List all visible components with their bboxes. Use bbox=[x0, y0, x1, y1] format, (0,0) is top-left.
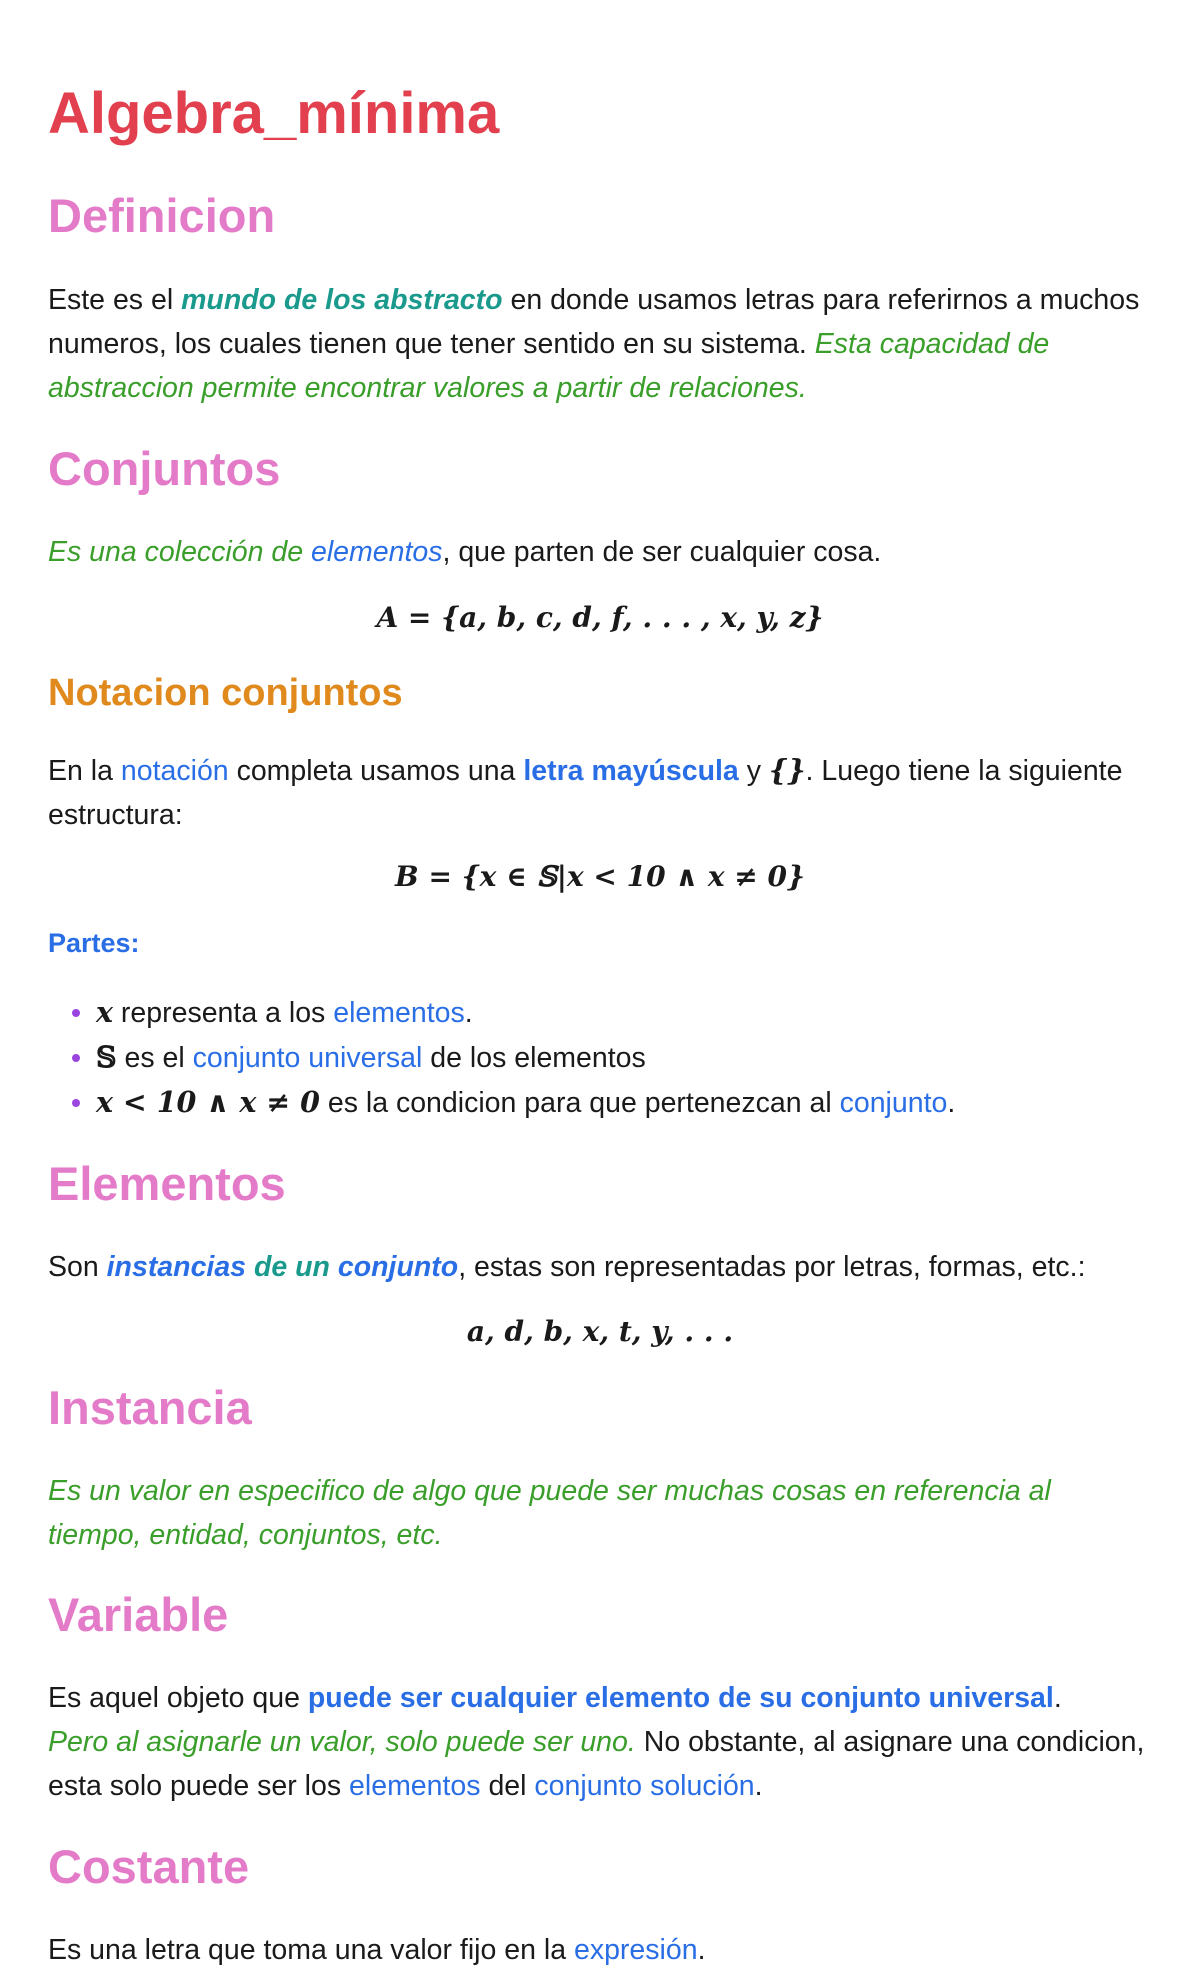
list-item bbox=[96, 1035, 1200, 1080]
heading-notacion-conjuntos: Notacion conjuntos bbox=[48, 672, 403, 714]
link-elementos[interactable]: elementos bbox=[311, 536, 443, 568]
heading-variable: Variable bbox=[48, 1588, 229, 1641]
math-inline: x bbox=[96, 995, 113, 1029]
link-expresion[interactable]: expresión bbox=[573, 1934, 698, 1966]
emphasis-green: Pero al asignarle un valor, solo puede ser uno. bbox=[48, 1726, 636, 1758]
bold-conjunto-universal: puede ser cualquier elemento de su conjunto universal bbox=[307, 1682, 1054, 1714]
notacion-paragraph bbox=[48, 748, 1152, 837]
emphasis-teal: mundo de los abstracto bbox=[181, 284, 503, 316]
math-braces: {} bbox=[768, 753, 806, 787]
emphasis-teal: de un bbox=[246, 1251, 338, 1283]
text-run: del bbox=[480, 1770, 535, 1802]
math-inline: x < 10 ∧ x ≠ 0 bbox=[96, 1085, 320, 1119]
conjuntos-paragraph bbox=[48, 530, 1152, 574]
link-elementos[interactable]: elementos bbox=[333, 997, 465, 1029]
text-run: de los elementos bbox=[422, 1042, 646, 1074]
text-run: . Luego tiene la siguiente estructura: bbox=[48, 755, 1123, 831]
heading-partes: Partes: bbox=[48, 928, 140, 958]
partes-list bbox=[48, 990, 1200, 1125]
costante-paragraph bbox=[48, 1928, 1152, 1972]
formula-conjunto-b: B = {x ∈ 𝕊|x < 10 ∧ x ≠ 0} bbox=[395, 860, 805, 893]
list-item bbox=[96, 1080, 1200, 1125]
elementos-paragraph bbox=[48, 1245, 1152, 1289]
math-inline: 𝕊 bbox=[96, 1040, 117, 1074]
text-run: representa a los bbox=[113, 997, 334, 1029]
heading-conjuntos: Conjuntos bbox=[48, 442, 281, 495]
link-conjunto[interactable]: conjunto bbox=[839, 1087, 948, 1119]
bold-letra-mayuscula: letra mayúscula bbox=[523, 755, 739, 787]
heading-definicion: Definicion bbox=[48, 189, 276, 242]
text-run: completa usamos una bbox=[228, 755, 524, 787]
text-run: y bbox=[738, 755, 769, 787]
text-run: , estas son representadas por letras, formas, etc.: bbox=[458, 1251, 1086, 1283]
link-elementos[interactable]: elementos bbox=[349, 1770, 481, 1802]
heading-elementos: Elementos bbox=[48, 1157, 286, 1210]
text-run: Este es el bbox=[48, 284, 182, 316]
text-run: En la bbox=[48, 755, 121, 787]
text-run: Es aquel objeto que bbox=[48, 1682, 308, 1714]
emphasis-green: Es una colección de bbox=[48, 536, 311, 568]
link-instancias[interactable]: instancias bbox=[106, 1251, 247, 1283]
text-run: . bbox=[1053, 1682, 1062, 1714]
text-run: en donde usamos letras para referirnos a muchos numeros, los cuales tienen que tener sentido en su sistema. bbox=[48, 284, 1140, 360]
text-run: Son bbox=[48, 1251, 107, 1283]
text-run: es el bbox=[116, 1042, 193, 1074]
variable-paragraph bbox=[48, 1676, 1152, 1808]
link-conjunto-universal[interactable]: conjunto universal bbox=[192, 1042, 423, 1074]
link-conjunto[interactable]: conjunto bbox=[337, 1251, 459, 1283]
text-run: . bbox=[754, 1770, 763, 1802]
emphasis-green: Esta capacidad de abstraccion permite encontrar valores a partir de relaciones. bbox=[48, 328, 1050, 404]
link-notacion[interactable]: notación bbox=[120, 755, 229, 787]
text-run: . bbox=[697, 1934, 706, 1966]
link-conjunto-solucion[interactable]: conjunto solución bbox=[534, 1770, 755, 1802]
heading-costante: Costante bbox=[48, 1840, 250, 1893]
text-run: No obstante, al asignare una condicion, esta solo puede ser los bbox=[48, 1726, 1145, 1802]
text-run: Es una letra que toma una valor fijo en la bbox=[48, 1934, 574, 1966]
text-run: , que parten de ser cualquier cosa. bbox=[442, 536, 882, 568]
formula-elementos: a, d, b, x, t, y, . . . bbox=[466, 1315, 734, 1348]
text-run: es la condicion para que pertenezcan al bbox=[319, 1087, 840, 1119]
heading-instancia: Instancia bbox=[48, 1381, 252, 1434]
instancia-paragraph: Es un valor en especifico de algo que puede ser muchas cosas en referencia al tiempo, entidad, conjuntos, etc. bbox=[48, 1475, 1051, 1551]
text-run: . bbox=[947, 1087, 956, 1119]
text-run: . bbox=[464, 997, 473, 1029]
formula-conjunto-a: A = {a, b, c, d, f, . . . , x, y, z} bbox=[376, 601, 824, 634]
definicion-paragraph bbox=[48, 278, 1152, 410]
page-title: Algebra_mínima bbox=[48, 81, 500, 146]
list-item bbox=[96, 990, 1200, 1035]
